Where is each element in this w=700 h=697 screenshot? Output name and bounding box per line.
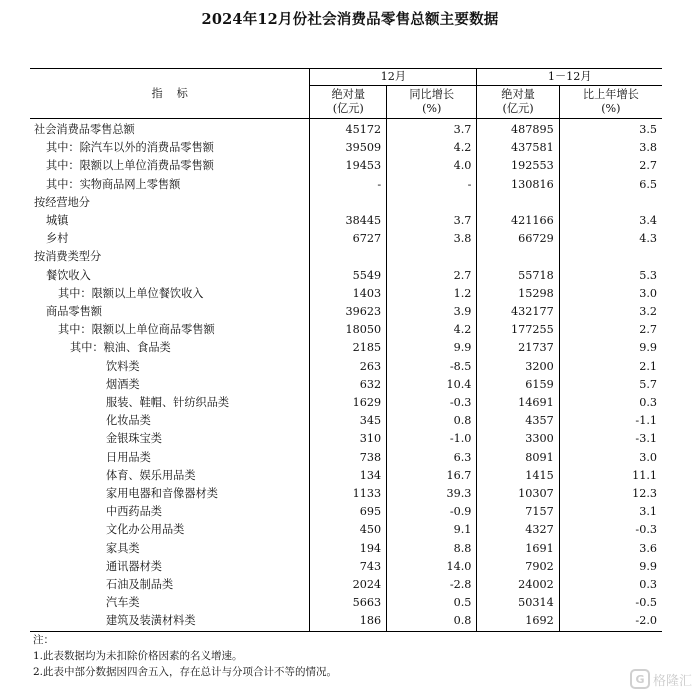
cell-month-pct: 9.9 <box>387 339 477 357</box>
cell-month-pct: 0.5 <box>387 594 477 612</box>
cell-month-pct: 10.4 <box>387 376 477 394</box>
row-label: 其中：除汽车以外的消费品零售额 <box>46 141 214 155</box>
table-row <box>30 576 662 594</box>
cell-month-abs: 743 <box>310 558 387 576</box>
row-label: 饮料类 <box>106 359 140 373</box>
header-month-pct-unit: (%) <box>422 102 442 115</box>
header-ytd-pct-unit: (%) <box>601 102 621 115</box>
row-label: 体育、娱乐用品类 <box>106 468 196 482</box>
notes-line-2: 2.此表中部分数据因四舍五入，存在总计与分项合计不等的情况。 <box>33 666 338 678</box>
table-row <box>30 467 662 485</box>
cell-ytd-abs: 66729 <box>477 230 559 248</box>
cell-ytd-abs: 192553 <box>477 157 559 175</box>
cell-ytd-abs: 4327 <box>477 521 559 539</box>
table-row <box>30 230 662 248</box>
cell-month-pct: -8.5 <box>387 358 477 376</box>
notes <box>33 632 337 680</box>
cell-month-abs: 6727 <box>310 230 387 248</box>
cell-month-pct: -2.8 <box>387 576 477 594</box>
cell-month-abs: 1629 <box>310 394 387 412</box>
table-row <box>30 194 662 212</box>
table-row <box>30 285 662 303</box>
cell-ytd-abs: 55718 <box>477 267 559 285</box>
cell-month-abs: 45172 <box>310 119 387 140</box>
row-label: 烟酒类 <box>106 377 140 391</box>
gelonghui-logo-icon: G <box>630 669 650 689</box>
cell-month-abs: 2185 <box>310 339 387 357</box>
cell-month-abs: 1403 <box>310 285 387 303</box>
cell-ytd-abs: 3300 <box>477 430 559 448</box>
cell-ytd-pct: 9.9 <box>559 558 662 576</box>
cell-month-abs: 19453 <box>310 157 387 175</box>
header-month-abs <box>310 86 387 119</box>
header-group-month: 12月 <box>310 69 477 86</box>
row-label: 其中：限额以上单位餐饮收入 <box>58 286 204 300</box>
row-label: 日用品类 <box>106 450 151 464</box>
cell-ytd-pct: 3.5 <box>559 119 662 140</box>
cell-ytd-pct: 3.1 <box>559 503 662 521</box>
cell-month-abs: 5663 <box>310 594 387 612</box>
cell-month-abs: 1133 <box>310 485 387 503</box>
cell-ytd-abs: 177255 <box>477 321 559 339</box>
retail-sales-table <box>30 68 662 632</box>
cell-ytd-pct: 2.1 <box>559 358 662 376</box>
row-label: 家具类 <box>106 541 140 555</box>
table-row <box>30 248 662 266</box>
cell-ytd-abs: 1692 <box>477 612 559 631</box>
cell-month-abs: 5549 <box>310 267 387 285</box>
cell-ytd-pct: 5.3 <box>559 267 662 285</box>
cell-ytd-abs: 21737 <box>477 339 559 357</box>
row-label: 建筑及装潢材料类 <box>106 614 196 628</box>
table-row <box>30 521 662 539</box>
header-ytd-abs <box>477 86 559 119</box>
cell-ytd-pct: 4.3 <box>559 230 662 248</box>
cell-ytd-pct: 6.5 <box>559 176 662 194</box>
cell-ytd-pct: 3.4 <box>559 212 662 230</box>
cell-ytd-abs: 1691 <box>477 540 559 558</box>
table-row <box>30 412 662 430</box>
cell-month-pct: 6.3 <box>387 449 477 467</box>
cell-month-abs: - <box>310 176 387 194</box>
table-row <box>30 139 662 157</box>
cell-month-abs: 310 <box>310 430 387 448</box>
table-row <box>30 321 662 339</box>
row-label: 家用电器和音像器材类 <box>106 487 218 501</box>
cell-ytd-abs: 24002 <box>477 576 559 594</box>
row-label: 其中：粮油、食品类 <box>70 341 171 355</box>
cell-month-pct: 1.2 <box>387 285 477 303</box>
table-row <box>30 339 662 357</box>
row-label: 通讯器材类 <box>106 559 162 573</box>
table-row <box>30 212 662 230</box>
row-label: 按消费类型分 <box>34 250 102 264</box>
cell-ytd-abs: 8091 <box>477 449 559 467</box>
cell-ytd-pct: 3.8 <box>559 139 662 157</box>
cell-ytd-abs: 10307 <box>477 485 559 503</box>
cell-month-pct: 0.8 <box>387 612 477 631</box>
cell-ytd-pct: 0.3 <box>559 394 662 412</box>
cell-month-abs: 450 <box>310 521 387 539</box>
row-label: 中西药品类 <box>106 505 162 519</box>
cell-ytd-abs: 437581 <box>477 139 559 157</box>
cell-month-abs <box>310 248 387 266</box>
table-row <box>30 449 662 467</box>
table-row <box>30 119 662 140</box>
cell-ytd-pct: 12.3 <box>559 485 662 503</box>
table-row <box>30 485 662 503</box>
row-label: 社会消费品零售总额 <box>34 123 135 136</box>
cell-month-abs: 39623 <box>310 303 387 321</box>
cell-ytd-pct: 2.7 <box>559 321 662 339</box>
row-label: 按经营地分 <box>34 195 90 209</box>
cell-ytd-pct: 11.1 <box>559 467 662 485</box>
cell-month-pct: 9.1 <box>387 521 477 539</box>
cell-ytd-pct: -3.1 <box>559 430 662 448</box>
row-label: 商品零售额 <box>46 305 102 319</box>
row-label: 乡村 <box>46 232 69 246</box>
cell-ytd-abs: 50314 <box>477 594 559 612</box>
cell-month-pct: 3.7 <box>387 119 477 140</box>
header-month-abs-label: 绝对量 <box>331 88 366 101</box>
watermark <box>630 669 692 689</box>
cell-ytd-abs: 3200 <box>477 358 559 376</box>
cell-ytd-pct: 3.6 <box>559 540 662 558</box>
cell-ytd-pct: 0.3 <box>559 576 662 594</box>
row-label: 石油及制品类 <box>106 578 174 592</box>
cell-month-pct: 3.7 <box>387 212 477 230</box>
watermark-text: 格隆汇 <box>652 673 692 689</box>
cell-month-pct: 3.8 <box>387 230 477 248</box>
cell-month-abs: 39509 <box>310 139 387 157</box>
cell-month-abs: 134 <box>310 467 387 485</box>
cell-month-abs: 738 <box>310 449 387 467</box>
cell-ytd-pct: -2.0 <box>559 612 662 631</box>
row-label: 金银珠宝类 <box>106 432 162 446</box>
cell-ytd-pct: 3.0 <box>559 449 662 467</box>
cell-ytd-pct: 2.7 <box>559 157 662 175</box>
cell-month-abs: 18050 <box>310 321 387 339</box>
header-ytd-pct <box>559 86 662 119</box>
row-label: 城镇 <box>46 214 69 228</box>
cell-month-abs: 2024 <box>310 576 387 594</box>
cell-ytd-pct <box>559 248 662 266</box>
cell-month-pct: 14.0 <box>387 558 477 576</box>
header-group-ytd: 1－12月 <box>477 69 662 86</box>
header-month-pct-label: 同比增长 <box>409 88 455 101</box>
cell-month-pct: 2.7 <box>387 267 477 285</box>
header-ytd-pct-label: 比上年增长 <box>582 88 639 101</box>
cell-ytd-abs: 421166 <box>477 212 559 230</box>
table-row <box>30 430 662 448</box>
cell-month-pct: -1.0 <box>387 430 477 448</box>
notes-heading: 注： <box>33 634 54 646</box>
table-body <box>30 119 662 632</box>
cell-ytd-abs: 432177 <box>477 303 559 321</box>
cell-ytd-pct: 3.2 <box>559 303 662 321</box>
row-label: 服装、鞋帽、针纺织品类 <box>106 396 230 410</box>
table-row <box>30 157 662 175</box>
table-row <box>30 558 662 576</box>
cell-month-pct <box>387 248 477 266</box>
cell-ytd-abs: 7902 <box>477 558 559 576</box>
cell-ytd-pct: 5.7 <box>559 376 662 394</box>
row-label: 其中：限额以上单位商品零售额 <box>58 323 215 337</box>
cell-ytd-pct <box>559 194 662 212</box>
row-label: 其中：实物商品网上零售额 <box>46 177 181 191</box>
cell-month-pct: 4.0 <box>387 157 477 175</box>
cell-ytd-abs: 14691 <box>477 394 559 412</box>
header-indicator: 指标 <box>30 69 310 119</box>
table-row <box>30 540 662 558</box>
table-row <box>30 594 662 612</box>
cell-month-pct: - <box>387 176 477 194</box>
cell-month-pct: 16.7 <box>387 467 477 485</box>
cell-month-abs: 186 <box>310 612 387 631</box>
table-row <box>30 358 662 376</box>
table-row <box>30 394 662 412</box>
cell-month-pct: -0.9 <box>387 503 477 521</box>
cell-ytd-abs: 7157 <box>477 503 559 521</box>
cell-month-abs: 695 <box>310 503 387 521</box>
cell-ytd-pct: -0.5 <box>559 594 662 612</box>
cell-month-abs: 345 <box>310 412 387 430</box>
header-month-abs-unit: (亿元) <box>332 102 364 115</box>
row-label: 文化办公用品类 <box>106 523 185 537</box>
row-label: 其中：限额以上单位消费品零售额 <box>46 159 214 173</box>
cell-month-pct: 39.3 <box>387 485 477 503</box>
page-title: 2024年12月份社会消费品零售总额主要数据 <box>201 11 499 28</box>
table-row <box>30 176 662 194</box>
notes-line-1: 1.此表数据均为未扣除价格因素的名义增速。 <box>33 650 243 662</box>
cell-month-abs: 263 <box>310 358 387 376</box>
cell-month-abs: 194 <box>310 540 387 558</box>
cell-ytd-abs: 4357 <box>477 412 559 430</box>
cell-month-pct: 3.9 <box>387 303 477 321</box>
header-month-pct <box>387 86 477 119</box>
table-row <box>30 303 662 321</box>
cell-ytd-pct: 9.9 <box>559 339 662 357</box>
header-ytd-abs-label: 绝对量 <box>501 88 535 101</box>
cell-ytd-abs <box>477 248 559 266</box>
cell-ytd-abs: 130816 <box>477 176 559 194</box>
cell-month-pct <box>387 194 477 212</box>
cell-ytd-abs: 487895 <box>477 119 559 140</box>
table-row <box>30 267 662 285</box>
cell-month-pct: -0.3 <box>387 394 477 412</box>
cell-ytd-abs: 1415 <box>477 467 559 485</box>
cell-ytd-pct: 3.0 <box>559 285 662 303</box>
cell-month-pct: 4.2 <box>387 139 477 157</box>
cell-month-abs <box>310 194 387 212</box>
cell-ytd-abs <box>477 194 559 212</box>
cell-ytd-pct: -1.1 <box>559 412 662 430</box>
cell-month-pct: 4.2 <box>387 321 477 339</box>
cell-month-pct: 0.8 <box>387 412 477 430</box>
table-row <box>30 503 662 521</box>
header-ytd-abs-unit: (亿元) <box>502 102 534 115</box>
cell-ytd-abs: 6159 <box>477 376 559 394</box>
row-label: 化妆品类 <box>106 414 151 428</box>
cell-month-abs: 38445 <box>310 212 387 230</box>
row-label: 汽车类 <box>106 596 140 610</box>
table-row <box>30 376 662 394</box>
cell-month-pct: 8.8 <box>387 540 477 558</box>
cell-ytd-abs: 15298 <box>477 285 559 303</box>
cell-ytd-pct: -0.3 <box>559 521 662 539</box>
table-row <box>30 612 662 631</box>
row-label: 餐饮收入 <box>46 268 91 282</box>
cell-month-abs: 632 <box>310 376 387 394</box>
